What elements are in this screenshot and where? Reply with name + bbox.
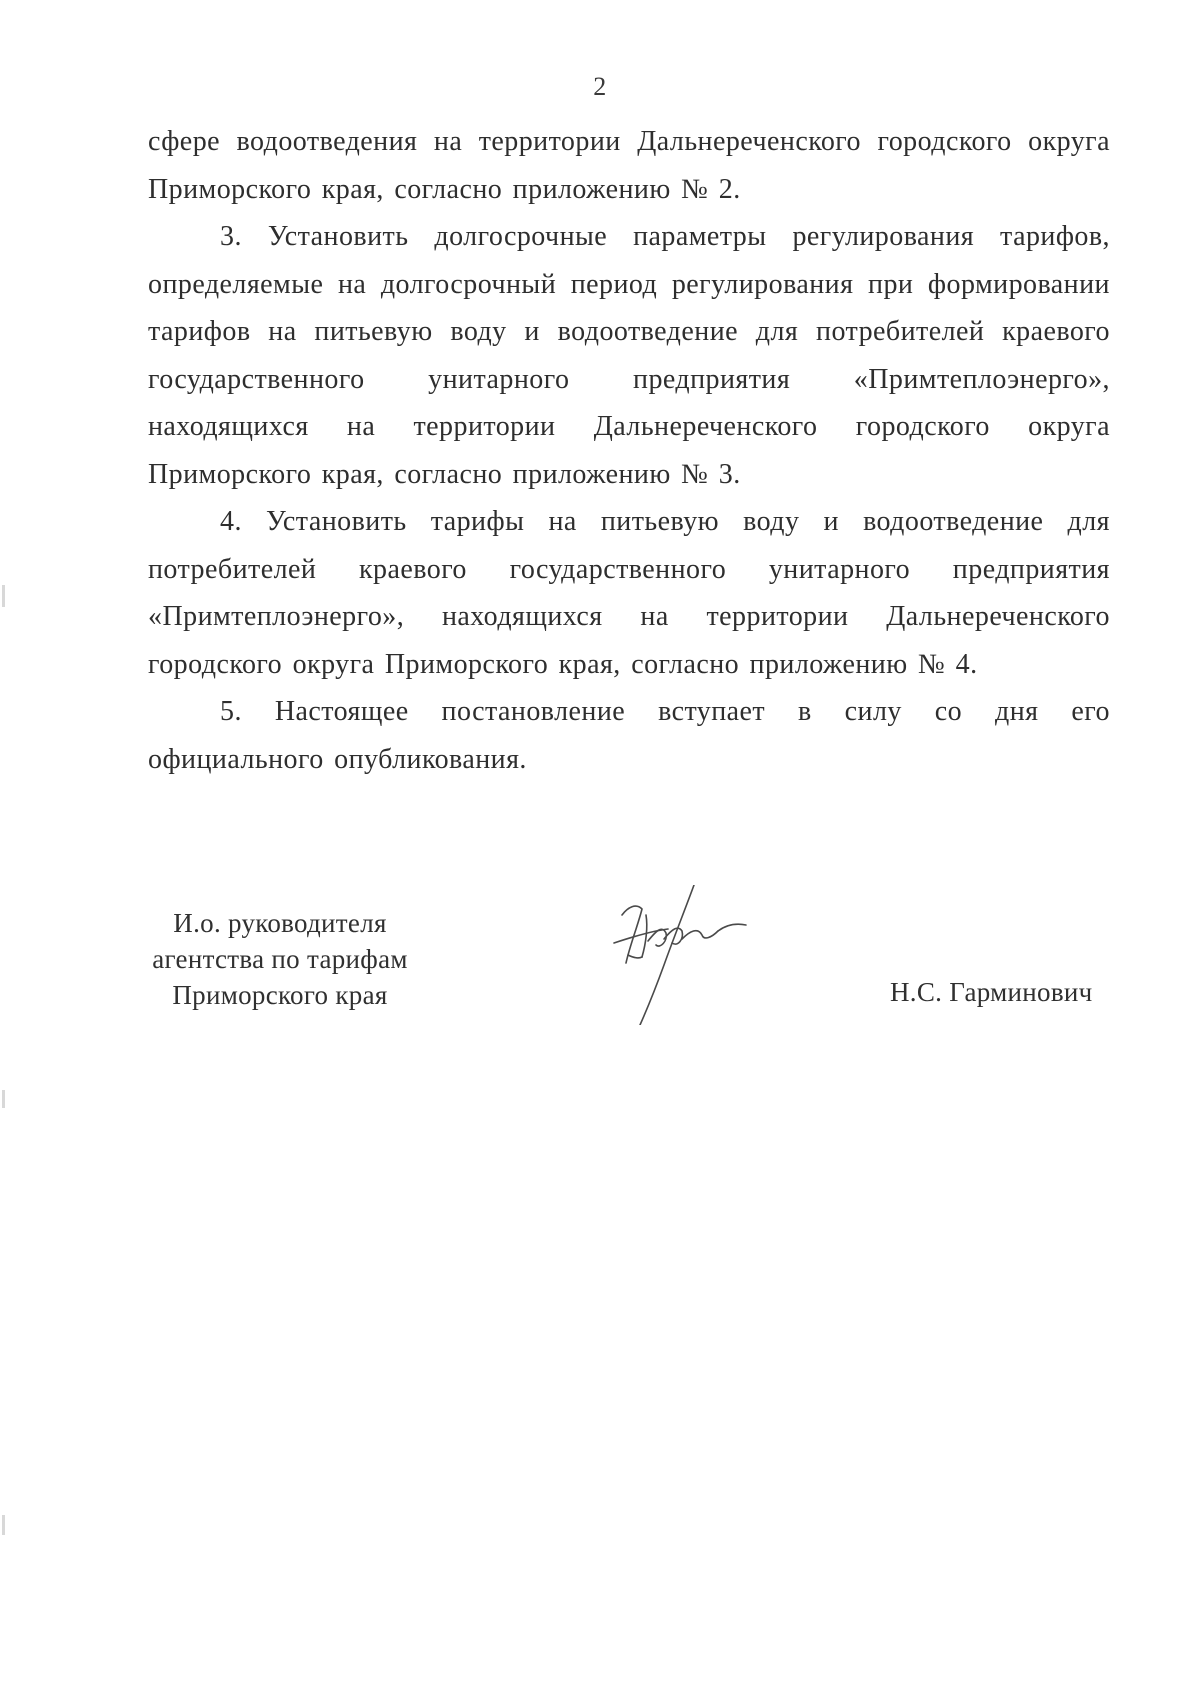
- page-number: 2: [593, 72, 607, 101]
- document-body: [148, 118, 1110, 783]
- scan-edge-mark: [2, 1090, 5, 1108]
- signatory-position: [120, 905, 440, 1013]
- paragraph-item-5: 5. Настоящее постановление вступает в силу со дня его официального опубликования.: [148, 696, 1110, 775]
- paragraph-continuation: сфере водоотведения на территории Дальнереченского городского округа Приморского края, согласно приложению № 2.: [148, 126, 1110, 205]
- handwritten-signature: [608, 885, 768, 1025]
- handwritten-signature-graphic: [608, 885, 768, 1025]
- scan-edge-mark: [2, 1515, 5, 1535]
- position-line-3: Приморского края: [172, 980, 388, 1010]
- position-line-1: И.о. руководителя: [173, 908, 387, 938]
- paragraph-item-3: 3. Установить долгосрочные параметры регулирования тарифов, определяемые на долгосрочный период регулирования при формировании тарифов на питьевую воду и водоотведение для потребителей краевого государственного унитарного предприятия «Примтеплоэнерго», находящихся на территории Дальнереченского городского округа Приморского края, согласно приложению № 3.: [148, 221, 1110, 490]
- paragraph-item-4: 4. Установить тарифы на питьевую воду и водоотведение для потребителей краевого государственного унитарного предприятия «Примтеплоэнерго», находящихся на территории Дальнереченского городского округа Приморского края, согласно приложению № 4.: [148, 506, 1110, 680]
- position-line-2: агентства по тарифам: [152, 944, 408, 974]
- scan-edge-mark: [2, 585, 5, 607]
- signer-name: Н.С. Гарминович: [890, 977, 1093, 1007]
